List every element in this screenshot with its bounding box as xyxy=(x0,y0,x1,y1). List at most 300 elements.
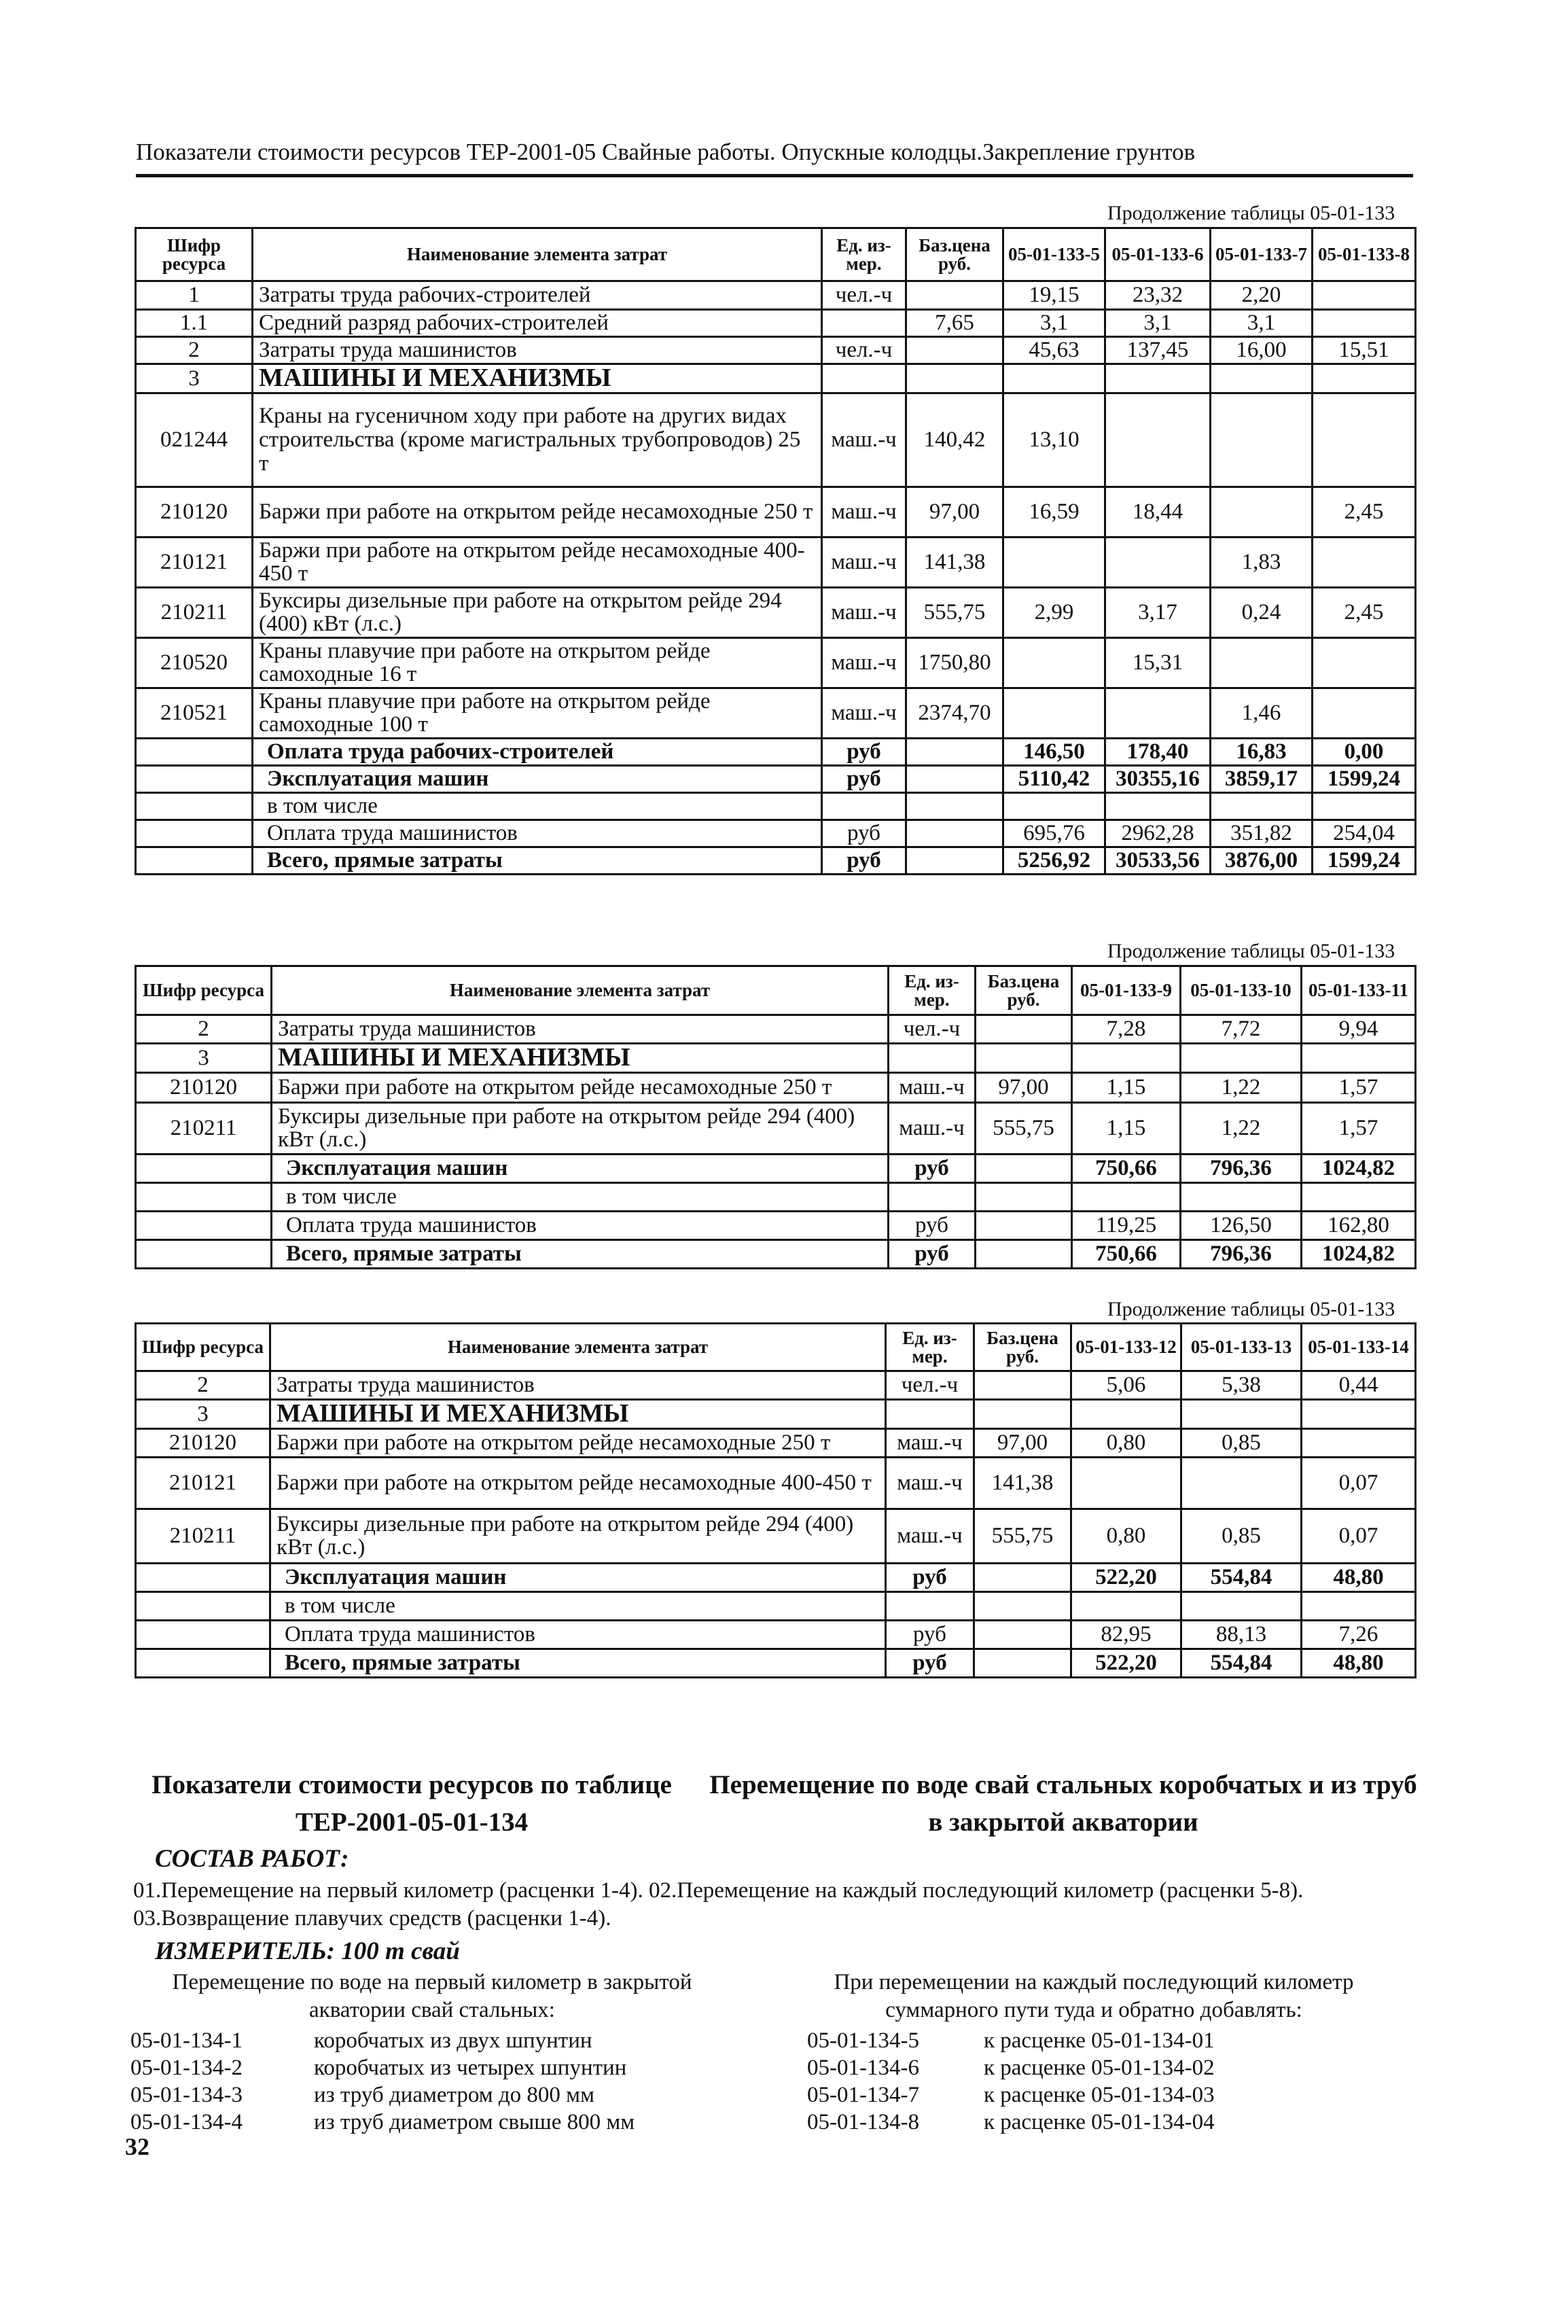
header-base-price: Баз.цена руб. xyxy=(906,228,1003,281)
cell-name: Средний разряд рабочих-строителей xyxy=(253,310,822,337)
table-row xyxy=(136,688,1416,738)
cell-unit: руб xyxy=(822,820,906,847)
cell-value xyxy=(1181,1044,1302,1073)
cell-code xyxy=(136,738,253,765)
table-row xyxy=(136,1044,1416,1073)
cell-unit: маш.-ч xyxy=(822,537,906,587)
cell-name: Буксиры дизельные при работе на открытом рейде 294 (400) кВт (л.с.) xyxy=(270,1509,886,1563)
table-row xyxy=(136,1154,1416,1182)
cell-unit: руб xyxy=(886,1563,974,1591)
cell-unit xyxy=(886,1591,974,1620)
cell-value xyxy=(1313,310,1416,337)
cell-code xyxy=(136,1154,272,1182)
cell-base-price xyxy=(974,1591,1071,1620)
resource-table-1 xyxy=(135,227,1416,875)
cell-unit: маш.-ч xyxy=(889,1102,976,1154)
cell-value: 750,66 xyxy=(1072,1154,1181,1182)
table-row xyxy=(136,1211,1416,1239)
cell-value: 2,20 xyxy=(1211,281,1313,310)
header-name: Наименование элемента затрат xyxy=(253,228,822,281)
cell-name: в том числе xyxy=(272,1182,889,1211)
cell-value: 0,24 xyxy=(1211,587,1313,637)
header-code: Шифр ресурса xyxy=(136,966,272,1015)
cell-value: 19,15 xyxy=(1003,281,1105,310)
cell-value xyxy=(1071,1457,1181,1509)
cell-value: 13,10 xyxy=(1003,393,1105,487)
cell-value: 15,51 xyxy=(1313,337,1416,364)
cell-code xyxy=(136,765,253,792)
header-name: Наименование элемента затрат xyxy=(272,966,889,1015)
cell-name: МАШИНЫ И МЕХАНИЗМЫ xyxy=(272,1044,889,1073)
cell-code: 210520 xyxy=(136,637,253,688)
cell-unit: руб xyxy=(889,1239,976,1268)
rate-code: 05-01-134-8 xyxy=(807,2110,919,2134)
cell-unit: руб xyxy=(886,1620,974,1649)
cell-value: 750,66 xyxy=(1072,1239,1181,1268)
cell-base-price: 97,00 xyxy=(976,1072,1072,1102)
cell-value xyxy=(1003,792,1105,820)
work-composition-header: СОСТАВ РАБОТ: xyxy=(155,1845,349,1873)
cell-value: 254,04 xyxy=(1313,820,1416,847)
cell-value: 554,84 xyxy=(1181,1563,1302,1591)
cell-code: 1 xyxy=(136,281,253,310)
cell-name: Эксплуатация машин xyxy=(253,765,822,792)
cell-base-price xyxy=(906,337,1003,364)
cell-base-price xyxy=(976,1239,1072,1268)
cell-value: 1,57 xyxy=(1302,1102,1416,1154)
cell-value: 1,15 xyxy=(1072,1102,1181,1154)
cell-value xyxy=(1003,537,1105,587)
cell-base-price: 97,00 xyxy=(906,487,1003,537)
rate-code: 05-01-134-7 xyxy=(807,2083,919,2107)
cell-base-price xyxy=(906,847,1003,874)
cell-unit: маш.-ч xyxy=(822,487,906,537)
header-rate: 05-01-133-6 xyxy=(1105,228,1211,281)
cell-code: 210121 xyxy=(136,537,253,587)
rate-description: к расценке 05-01-134-01 xyxy=(984,2028,1215,2053)
cell-value: 351,82 xyxy=(1211,820,1313,847)
cell-name: Затраты труда рабочих-строителей xyxy=(253,281,822,310)
cell-value: 178,40 xyxy=(1105,738,1211,765)
cell-value: 5,38 xyxy=(1181,1371,1302,1400)
cell-unit: руб xyxy=(822,765,906,792)
cell-base-price xyxy=(906,792,1003,820)
header-unit: Ед. из-мер. xyxy=(886,1324,974,1371)
table-row xyxy=(136,1591,1416,1620)
cell-value: 119,25 xyxy=(1072,1211,1181,1239)
cell-base-price xyxy=(906,364,1003,393)
rate-code: 05-01-134-2 xyxy=(130,2056,243,2080)
cell-base-price xyxy=(976,1211,1072,1239)
cell-value: 15,31 xyxy=(1105,637,1211,688)
cell-value xyxy=(1003,637,1105,688)
table3-continuation: Продолжение таблицы 05-01-133 xyxy=(1107,1298,1395,1320)
cell-unit xyxy=(822,792,906,820)
resource-table-2 xyxy=(135,965,1416,1269)
cell-value xyxy=(1105,792,1211,820)
cell-unit: чел.-ч xyxy=(822,337,906,364)
cell-unit: руб xyxy=(822,847,906,874)
cell-value: 695,76 xyxy=(1003,820,1105,847)
cell-value xyxy=(1071,1591,1181,1620)
section-title-left: Показатели стоимости ресурсов по таблице ТЕР-2001-05-01-134 xyxy=(152,1770,672,1837)
cell-unit xyxy=(822,364,906,393)
cell-unit: маш.-ч xyxy=(889,1072,976,1102)
cell-value: 0,07 xyxy=(1302,1509,1416,1563)
cell-value: 2,99 xyxy=(1003,587,1105,637)
table-row xyxy=(136,1072,1416,1102)
header-rule xyxy=(136,174,1413,177)
cell-value: 7,28 xyxy=(1072,1015,1181,1044)
table-row xyxy=(136,1649,1416,1677)
cell-code: 210121 xyxy=(136,1457,270,1509)
cell-value xyxy=(1302,1400,1416,1429)
cell-code xyxy=(136,1182,272,1211)
rate-code: 05-01-134-3 xyxy=(130,2083,243,2107)
cell-value: 48,80 xyxy=(1302,1649,1416,1677)
cell-base-price xyxy=(976,1154,1072,1182)
cell-name: Оплата труда рабочих-строителей xyxy=(253,738,822,765)
cell-code: 210211 xyxy=(136,1509,270,1563)
cell-code xyxy=(136,1239,272,1268)
cell-value: 5256,92 xyxy=(1003,847,1105,874)
cell-name: Баржи при работе на открытом рейде несамоходные 250 т xyxy=(270,1428,886,1457)
cell-name: Баржи при работе на открытом рейде несамоходные 400-450 т xyxy=(270,1457,886,1509)
cell-value xyxy=(1003,688,1105,738)
cell-base-price xyxy=(974,1371,1071,1400)
cell-value: 3859,17 xyxy=(1211,765,1313,792)
right-intro: При перемещении на каждый последующий километр суммарного пути туда и обратно добавлять: xyxy=(834,1970,1354,2023)
table-row xyxy=(136,1102,1416,1154)
table-row xyxy=(136,1239,1416,1268)
cell-value: 1,15 xyxy=(1072,1072,1181,1102)
cell-name: Оплата труда машинистов xyxy=(253,820,822,847)
cell-value xyxy=(1105,537,1211,587)
cell-value xyxy=(1211,393,1313,487)
cell-name: МАШИНЫ И МЕХАНИЗМЫ xyxy=(253,364,822,393)
cell-base-price xyxy=(976,1015,1072,1044)
header-base-price: Баз.цена руб. xyxy=(976,966,1072,1015)
cell-value xyxy=(1302,1182,1416,1211)
cell-value: 0,80 xyxy=(1071,1509,1181,1563)
cell-unit: маш.-ч xyxy=(886,1457,974,1509)
cell-name: Баржи при работе на открытом рейде несамоходные 250 т xyxy=(253,487,822,537)
cell-code: 210521 xyxy=(136,688,253,738)
cell-base-price: 141,38 xyxy=(906,537,1003,587)
cell-value: 9,94 xyxy=(1302,1015,1416,1044)
table-row xyxy=(136,765,1416,792)
cell-base-price xyxy=(976,1044,1072,1073)
cell-base-price: 141,38 xyxy=(974,1457,1071,1509)
cell-value: 1,22 xyxy=(1181,1102,1302,1154)
cell-value: 1,46 xyxy=(1211,688,1313,738)
cell-value xyxy=(1211,792,1313,820)
cell-value: 88,13 xyxy=(1181,1620,1302,1649)
cell-base-price xyxy=(906,765,1003,792)
cell-value xyxy=(1302,1591,1416,1620)
cell-name: Баржи при работе на открытом рейде несамоходные 250 т xyxy=(272,1072,889,1102)
cell-value: 1,83 xyxy=(1211,537,1313,587)
header-unit: Ед. из-мер. xyxy=(822,228,906,281)
header-rate: 05-01-133-10 xyxy=(1181,966,1302,1015)
header-rate: 05-01-133-14 xyxy=(1302,1324,1416,1371)
cell-name: Затраты труда машинистов xyxy=(270,1371,886,1400)
rate-code: 05-01-134-4 xyxy=(130,2110,243,2134)
cell-name: Оплата труда машинистов xyxy=(272,1211,889,1239)
cell-value: 7,26 xyxy=(1302,1620,1416,1649)
cell-name: Баржи при работе на открытом рейде несамоходные 400-450 т xyxy=(253,537,822,587)
cell-base-price: 555,75 xyxy=(906,587,1003,637)
table-row xyxy=(136,738,1416,765)
cell-base-price: 97,00 xyxy=(974,1428,1071,1457)
table-row xyxy=(136,1457,1416,1509)
cell-unit xyxy=(889,1182,976,1211)
cell-value: 5,06 xyxy=(1071,1371,1181,1400)
header-unit: Ед. из-мер. xyxy=(889,966,976,1015)
cell-base-price xyxy=(974,1400,1071,1429)
cell-code xyxy=(136,820,253,847)
cell-code: 210120 xyxy=(136,1072,272,1102)
cell-value: 16,00 xyxy=(1211,337,1313,364)
work-composition-text: 01.Перемещение на первый километр (расценки 1-4). 02.Перемещение на каждый последующий километр (расценки 5-8). 03.Возвращение плавучих средств (расценки 1-4). xyxy=(133,1878,1304,1931)
cell-unit: руб xyxy=(889,1211,976,1239)
table-row xyxy=(136,310,1416,337)
cell-base-price: 2374,70 xyxy=(906,688,1003,738)
rate-description: к расценке 05-01-134-04 xyxy=(984,2110,1215,2134)
cell-unit: маш.-ч xyxy=(822,688,906,738)
rate-description: к расценке 05-01-134-02 xyxy=(984,2056,1215,2080)
table-row xyxy=(136,1428,1416,1457)
cell-code: 2 xyxy=(136,1015,272,1044)
cell-value: 162,80 xyxy=(1302,1211,1416,1239)
cell-value xyxy=(1211,364,1313,393)
cell-base-price: 7,65 xyxy=(906,310,1003,337)
cell-unit: чел.-ч xyxy=(889,1015,976,1044)
cell-code: 210211 xyxy=(136,1102,272,1154)
cell-value: 2,45 xyxy=(1313,487,1416,537)
cell-name: Краны плавучие при работе на открытом рейде самоходные 16 т xyxy=(253,637,822,688)
cell-value: 23,32 xyxy=(1105,281,1211,310)
cell-value: 0,07 xyxy=(1302,1457,1416,1509)
cell-value: 1024,82 xyxy=(1302,1239,1416,1268)
cell-code xyxy=(136,1620,270,1649)
table-row xyxy=(136,393,1416,487)
cell-code xyxy=(136,792,253,820)
cell-name: Всего, прямые затраты xyxy=(270,1649,886,1677)
cell-name: Эксплуатация машин xyxy=(270,1563,886,1591)
cell-base-price: 555,75 xyxy=(974,1509,1071,1563)
cell-name: Буксиры дизельные при работе на открытом рейде 294 (400) кВт (л.с.) xyxy=(253,587,822,637)
header-rate: 05-01-133-9 xyxy=(1072,966,1181,1015)
cell-value: 82,95 xyxy=(1071,1620,1181,1649)
cell-value xyxy=(1302,1428,1416,1457)
page-number: 32 xyxy=(125,2133,149,2160)
table-row xyxy=(136,1620,1416,1649)
table-row xyxy=(136,847,1416,874)
cell-value: 1599,24 xyxy=(1313,847,1416,874)
rate-description: из труб диаметром до 800 мм xyxy=(314,2083,594,2107)
table-row xyxy=(136,1509,1416,1563)
cell-value: 796,36 xyxy=(1181,1239,1302,1268)
rate-code: 05-01-134-6 xyxy=(807,2056,919,2080)
cell-value: 48,80 xyxy=(1302,1563,1416,1591)
cell-value: 0,44 xyxy=(1302,1371,1416,1400)
cell-value xyxy=(1181,1182,1302,1211)
cell-unit: чел.-ч xyxy=(886,1371,974,1400)
header-rate: 05-01-133-5 xyxy=(1003,228,1105,281)
cell-unit xyxy=(889,1044,976,1073)
header-rate: 05-01-133-11 xyxy=(1302,966,1416,1015)
left-intro: Перемещение по воде на первый километр в закрытой акватории свай стальных: xyxy=(172,1970,692,2023)
cell-value: 30533,56 xyxy=(1105,847,1211,874)
rate-description: к расценке 05-01-134-03 xyxy=(984,2083,1215,2107)
cell-value xyxy=(1313,688,1416,738)
cell-name: Всего, прямые затраты xyxy=(253,847,822,874)
cell-value xyxy=(1072,1044,1181,1073)
cell-name: Затраты труда машинистов xyxy=(272,1015,889,1044)
cell-value xyxy=(1211,487,1313,537)
cell-base-price xyxy=(906,281,1003,310)
header-code: Шифр ресурса xyxy=(136,1324,270,1371)
cell-code xyxy=(136,1563,270,1591)
cell-value: 0,85 xyxy=(1181,1428,1302,1457)
cell-value: 1024,82 xyxy=(1302,1154,1416,1182)
table-row xyxy=(136,637,1416,688)
cell-value: 522,20 xyxy=(1071,1563,1181,1591)
cell-value xyxy=(1071,1400,1181,1429)
header-rate: 05-01-133-12 xyxy=(1071,1324,1181,1371)
cell-unit: маш.-ч xyxy=(822,637,906,688)
cell-value: 0,80 xyxy=(1071,1428,1181,1457)
table-row xyxy=(136,820,1416,847)
cell-value xyxy=(1105,364,1211,393)
cell-value: 0,85 xyxy=(1181,1509,1302,1563)
table-row xyxy=(136,1563,1416,1591)
cell-name: Оплата труда машинистов xyxy=(270,1620,886,1649)
cell-name: в том числе xyxy=(253,792,822,820)
cell-base-price xyxy=(974,1620,1071,1649)
cell-value xyxy=(1211,637,1313,688)
cell-code: 3 xyxy=(136,1400,270,1429)
cell-value: 126,50 xyxy=(1181,1211,1302,1239)
cell-name: МАШИНЫ И МЕХАНИЗМЫ xyxy=(270,1400,886,1429)
cell-value: 2962,28 xyxy=(1105,820,1211,847)
table-row xyxy=(136,792,1416,820)
cell-unit: чел.-ч xyxy=(822,281,906,310)
cell-value: 146,50 xyxy=(1003,738,1105,765)
cell-value xyxy=(1302,1044,1416,1073)
cell-value: 1599,24 xyxy=(1313,765,1416,792)
cell-code: 2 xyxy=(136,337,253,364)
cell-value: 1,57 xyxy=(1302,1072,1416,1102)
cell-value: 7,72 xyxy=(1181,1015,1302,1044)
rate-code: 05-01-134-5 xyxy=(807,2028,919,2053)
rate-description: коробчатых из двух шпунтин xyxy=(314,2028,592,2053)
cell-value xyxy=(1181,1457,1302,1509)
rate-description: из труб диаметром свыше 800 мм xyxy=(314,2110,635,2134)
rate-description: коробчатых из четырех шпунтин xyxy=(314,2056,627,2080)
cell-unit: руб xyxy=(886,1649,974,1677)
cell-value: 16,83 xyxy=(1211,738,1313,765)
cell-code xyxy=(136,1591,270,1620)
cell-name: Всего, прямые затраты xyxy=(272,1239,889,1268)
header-name: Наименование элемента затрат xyxy=(270,1324,886,1371)
table-row xyxy=(136,1400,1416,1429)
cell-unit xyxy=(822,310,906,337)
cell-value: 0,00 xyxy=(1313,738,1416,765)
table-row xyxy=(136,1182,1416,1211)
cell-code xyxy=(136,1211,272,1239)
cell-base-price xyxy=(974,1649,1071,1677)
cell-value: 137,45 xyxy=(1105,337,1211,364)
cell-code: 210120 xyxy=(136,487,253,537)
cell-code: 2 xyxy=(136,1371,270,1400)
cell-value: 5110,42 xyxy=(1003,765,1105,792)
cell-value: 3,17 xyxy=(1105,587,1211,637)
cell-value xyxy=(1313,637,1416,688)
cell-value xyxy=(1313,537,1416,587)
cell-name: в том числе xyxy=(270,1591,886,1620)
cell-code xyxy=(136,1649,270,1677)
table-row xyxy=(136,587,1416,637)
cell-value xyxy=(1003,364,1105,393)
cell-base-price: 555,75 xyxy=(976,1102,1072,1154)
cell-name: Затраты труда машинистов xyxy=(253,337,822,364)
cell-name: Краны на гусеничном ходу при работе на других видах строительства (кроме магистральных трубопроводов) 25 т xyxy=(253,393,822,487)
cell-value: 30355,16 xyxy=(1105,765,1211,792)
table-row xyxy=(136,337,1416,364)
cell-value xyxy=(1313,364,1416,393)
cell-base-price: 140,42 xyxy=(906,393,1003,487)
header-code: Шифр ресурса xyxy=(136,228,253,281)
cell-value: 796,36 xyxy=(1181,1154,1302,1182)
cell-base-price xyxy=(906,820,1003,847)
cell-code: 021244 xyxy=(136,393,253,487)
cell-code: 210120 xyxy=(136,1428,270,1457)
header-rate: 05-01-133-8 xyxy=(1313,228,1416,281)
header-base-price: Баз.цена руб. xyxy=(974,1324,1071,1371)
cell-unit: маш.-ч xyxy=(886,1509,974,1563)
table2-continuation: Продолжение таблицы 05-01-133 xyxy=(1107,940,1395,962)
cell-code: 3 xyxy=(136,1044,272,1073)
cell-unit: руб xyxy=(889,1154,976,1182)
table1-continuation: Продолжение таблицы 05-01-133 xyxy=(1107,202,1395,224)
cell-value: 1,22 xyxy=(1181,1072,1302,1102)
cell-name: Эксплуатация машин xyxy=(272,1154,889,1182)
cell-code: 1.1 xyxy=(136,310,253,337)
table-row xyxy=(136,1015,1416,1044)
header-rate: 05-01-133-13 xyxy=(1181,1324,1302,1371)
rate-code: 05-01-134-1 xyxy=(130,2028,243,2053)
cell-value xyxy=(1313,792,1416,820)
cell-value xyxy=(1105,393,1211,487)
cell-unit xyxy=(886,1400,974,1429)
table-row xyxy=(136,537,1416,587)
table-row xyxy=(136,1371,1416,1400)
cell-unit: маш.-ч xyxy=(886,1428,974,1457)
cell-name: Краны плавучие при работе на открытом рейде самоходные 100 т xyxy=(253,688,822,738)
cell-value: 554,84 xyxy=(1181,1649,1302,1677)
cell-name: Буксиры дизельные при работе на открытом рейде 294 (400) кВт (л.с.) xyxy=(272,1102,889,1154)
cell-code xyxy=(136,847,253,874)
cell-value: 45,63 xyxy=(1003,337,1105,364)
cell-value xyxy=(1181,1400,1302,1429)
cell-value xyxy=(1313,281,1416,310)
cell-base-price: 1750,80 xyxy=(906,637,1003,688)
cell-value: 3,1 xyxy=(1105,310,1211,337)
section-title-right: Перемещение по воде свай стальных коробчатых и из труб в закрытой акватории xyxy=(709,1770,1417,1837)
cell-base-price xyxy=(976,1182,1072,1211)
